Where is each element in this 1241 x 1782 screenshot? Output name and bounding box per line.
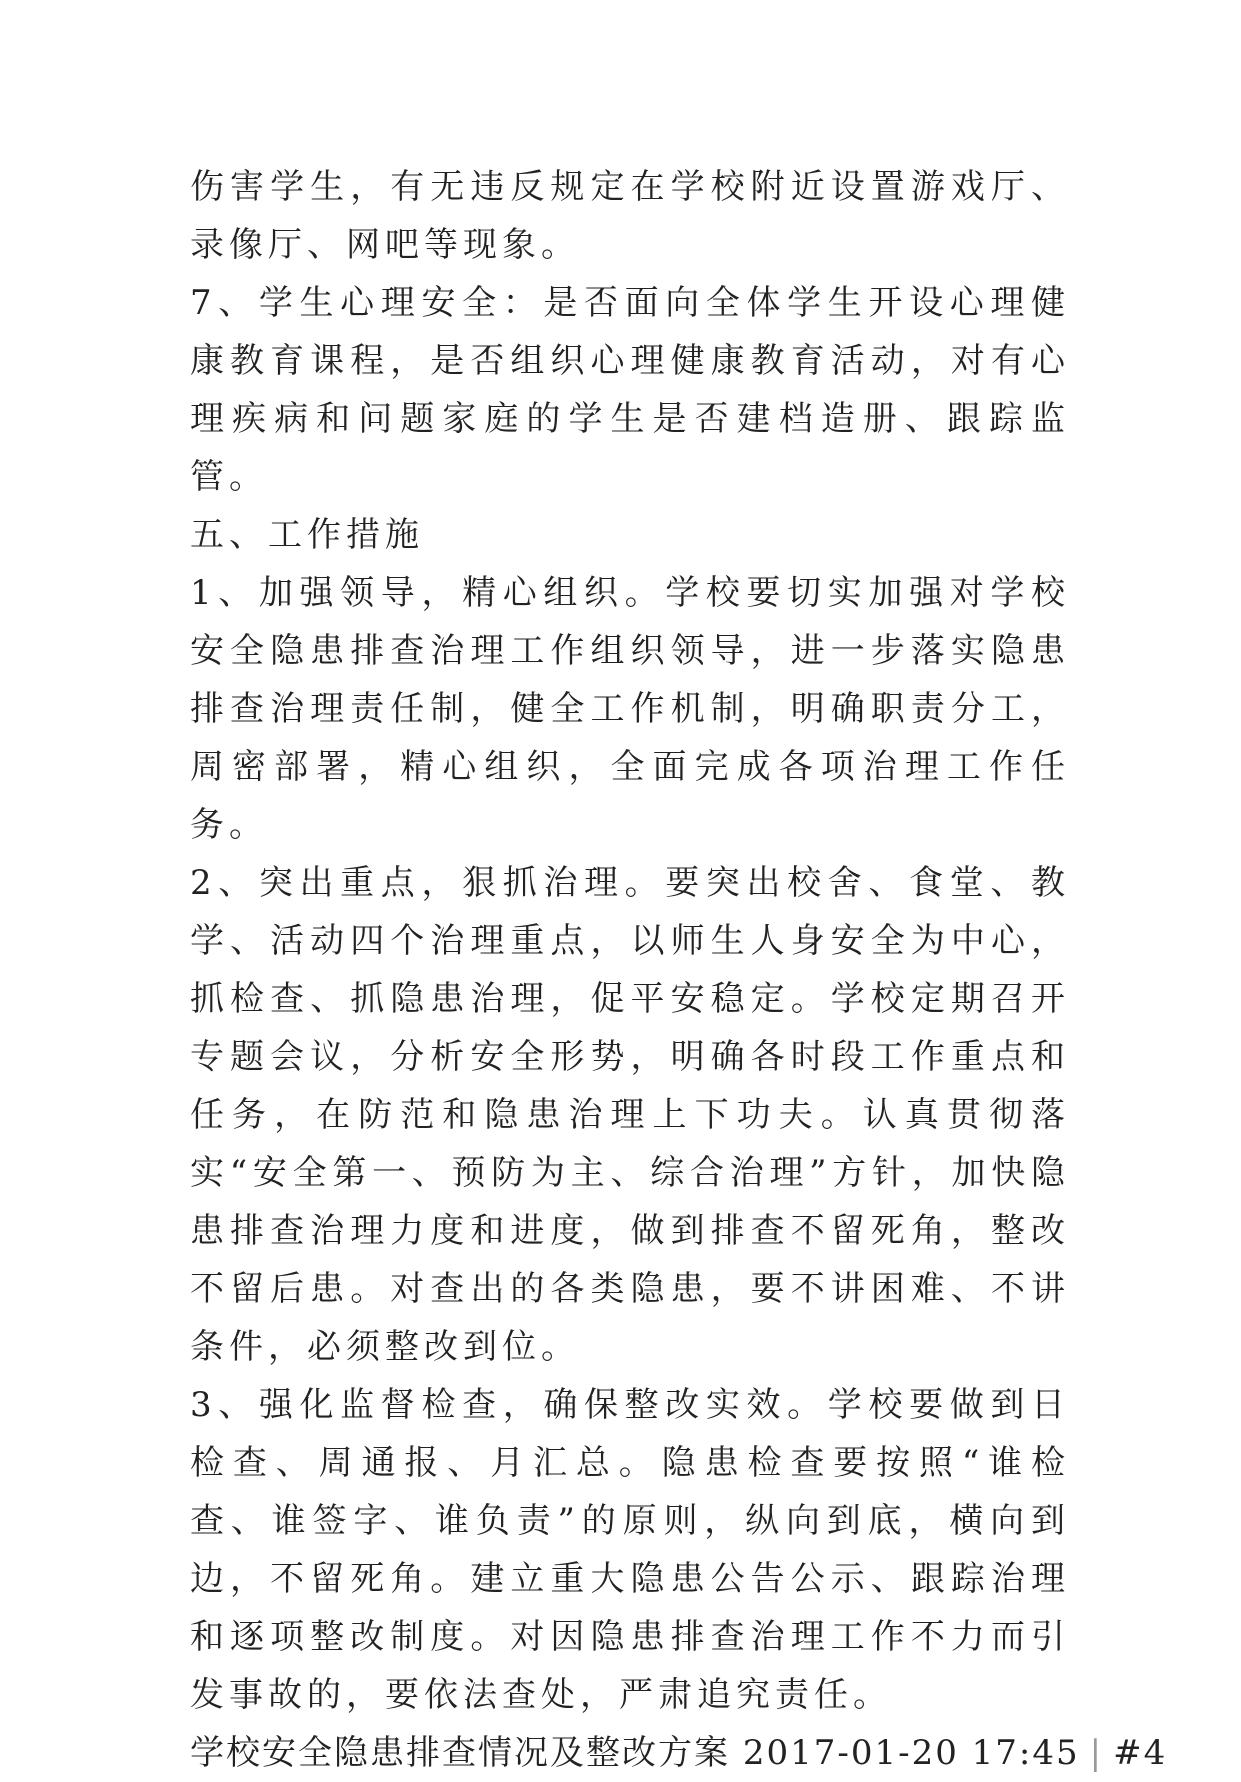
paragraph-item-2: 2、突出重点，狠抓治理。要突出校舍、食堂、教学、活动四个治理重点，以师生人身安全为中心，抓检查、抓隐患治理，促平安稳定。学校定期召开专题会议，分析安全形势，明确各时段工作重点和任务，在防范和隐患治理上下功夫。认真贯彻落实“安全第一、预防为主、综合治理”方针，加快隐患排查治理力度和进度，做到排查不留死角，整改不留后患。对查出的各类隐患，要不讲困难、不讲条件，必须整改到位。 <box>190 863 1070 1367</box>
document-body <box>190 158 1168 1782</box>
paragraph-item-3: 3、强化监督检查，确保整改实效。学校要做到日检查、周通报、月汇总。隐患检查要按照“谁检查、谁签字、谁负责”的原则，纵向到底，横向到边，不留死角。建立重大隐患公告公示、跟踪治理和逐项整改制度。对因隐患排查治理工作不力而引发事故的，要依法查处，严肃追究责任。 <box>190 1385 1070 1715</box>
paragraph-item-1: 1、加强领导，精心组织。学校要切实加强对学校安全隐患排查治理工作组织领导，进一步落实隐患排查治理责任制，健全工作机制，明确职责分工，周密部署，精心组织，全面完成各项治理工作任务。 <box>190 573 1070 845</box>
paragraph-item-7: 7、学生心理安全：是否面向全体学生开设心理健康教育课程，是否组织心理健康教育活动，对有心理疾病和问题家庭的学生是否建档造册、跟踪监管。 <box>190 283 1070 497</box>
post-number: #4 <box>1113 1733 1168 1773</box>
footer-divider: | <box>1089 1733 1104 1773</box>
section-heading: 五、工作措施 <box>190 515 424 555</box>
paragraph-continuation: 伤害学生，有无违反规定在学校附近设置游戏厅、录像厅、网吧等现象。 <box>190 167 1070 265</box>
post-datetime: 2017-01-20 17:45 <box>742 1733 1080 1773</box>
post-title: 学校安全隐患排查情况及整改方案 <box>190 1733 730 1773</box>
post-footer <box>190 1724 1168 1782</box>
